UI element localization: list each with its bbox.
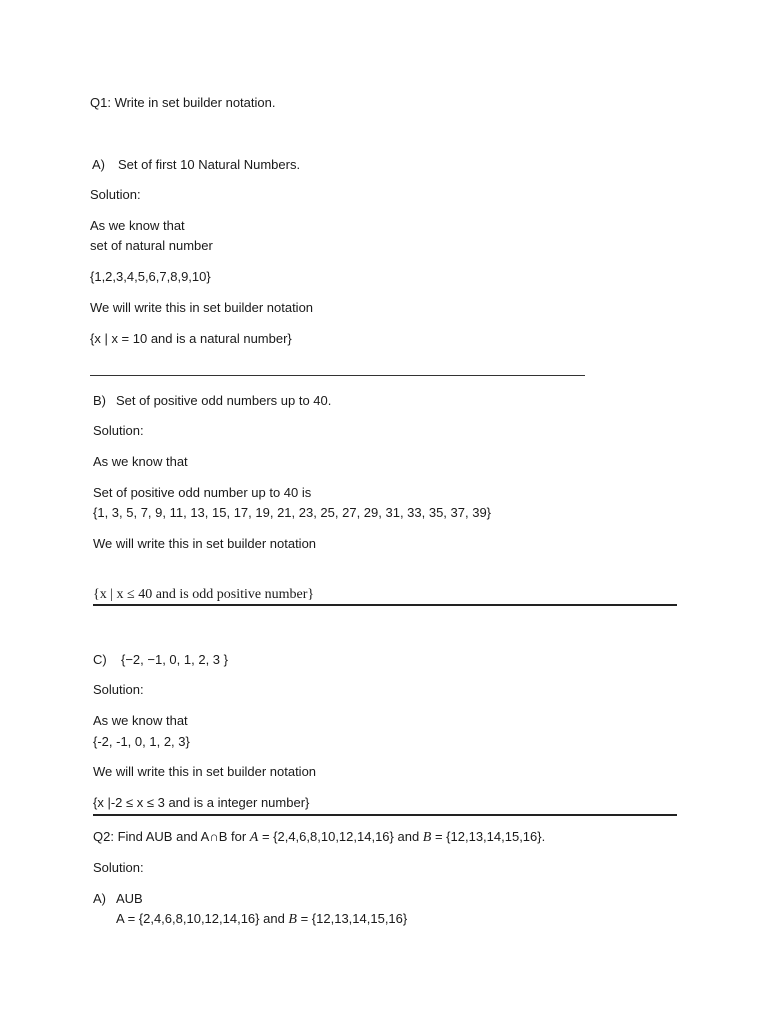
q1-title: Q1: Write in set builder notation.	[90, 95, 276, 110]
q1b-heading	[93, 391, 331, 411]
q2-set-b: = {12,13,14,15,16}.	[431, 829, 546, 844]
q1a-answer: {x | x = 10 and is a natural number}	[90, 331, 292, 346]
q1a-line2: set of natural number	[90, 238, 213, 253]
q1a-label: A)	[92, 157, 105, 172]
q1a-set: {1,2,3,4,5,6,7,8,9,10}	[90, 269, 211, 284]
q1b-line1: As we know that	[93, 454, 188, 469]
q2a-given-b: = {12,13,14,15,16}	[296, 911, 408, 926]
q1a-solution: Solution:	[90, 187, 141, 202]
q1a-write: We will write this in set builder notation	[90, 300, 314, 315]
q2-set-a: = {2,4,6,8,10,12,14,16} and	[258, 829, 423, 844]
q2a-label: A)	[93, 891, 106, 906]
q2-title	[93, 827, 545, 848]
q1c-label: C)	[93, 652, 107, 667]
q1c-text: {−2, −1, 0, 1, 2, 3 }	[121, 652, 228, 667]
q1b-text: Set of positive odd numbers up to 40.	[116, 393, 332, 408]
q1c-write: We will write this in set builder notation	[93, 764, 317, 779]
q1b-solution: Solution:	[93, 423, 144, 438]
q1b-set: {1, 3, 5, 7, 9, 11, 13, 15, 17, 19, 21, 23, 25, 27, 29, 31, 33, 35, 37, 39}	[93, 505, 492, 520]
q1c-answer: {x |-2 ≤ x ≤ 3 and is a integer number}	[93, 795, 310, 810]
q1a-line1: As we know that	[90, 218, 185, 233]
q1b-label: B)	[93, 393, 106, 408]
q2-var-a: A	[249, 830, 259, 845]
answer-underline	[93, 814, 677, 816]
q2-solution: Solution:	[93, 860, 144, 875]
q1a-text: Set of first 10 Natural Numbers.	[118, 157, 301, 172]
q2-var-b: B	[422, 830, 432, 845]
q1a-heading	[92, 155, 300, 175]
q1c-set: {-2, -1, 0, 1, 2, 3}	[93, 734, 190, 749]
q1c-heading	[93, 650, 228, 670]
q2a-given	[116, 909, 407, 930]
q1c-solution: Solution:	[93, 682, 144, 697]
answer-underline	[93, 604, 677, 606]
q2a-var-b: B	[288, 912, 297, 927]
q2a-heading	[93, 889, 143, 909]
q1b-answer: {x | x ≤ 40 and is odd positive number}	[93, 587, 315, 602]
q2-prefix: Q2: Find AUB and A∩B for	[93, 829, 250, 844]
q1b-line2: Set of positive odd number up to 40 is	[93, 485, 312, 500]
q2a-given-a: A = {2,4,6,8,10,12,14,16} and	[116, 911, 289, 926]
q1b-write: We will write this in set builder notation	[93, 536, 317, 551]
q1c-line1: As we know that	[93, 713, 188, 728]
q2a-text: AUB	[116, 891, 143, 906]
divider-rule	[90, 375, 585, 376]
